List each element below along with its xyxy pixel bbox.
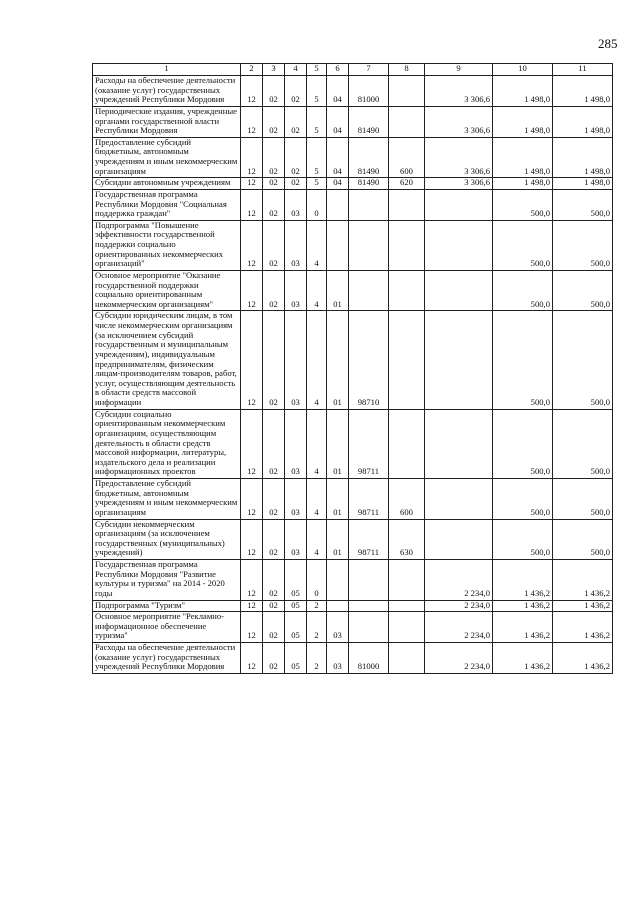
row-name: Субсидии автономным учреждениям — [93, 178, 241, 190]
cell-c11: 1 436,2 — [553, 643, 613, 674]
cell-c3: 02 — [263, 600, 285, 612]
cell-c2: 12 — [241, 137, 263, 178]
cell-c3: 02 — [263, 178, 285, 190]
cell-c8 — [389, 409, 425, 478]
cell-c7: 81490 — [349, 178, 389, 190]
cell-c5: 4 — [307, 479, 327, 520]
cell-c10: 1 498,0 — [493, 76, 553, 107]
cell-c2: 12 — [241, 600, 263, 612]
cell-c10: 1 436,2 — [493, 560, 553, 601]
cell-c11: 1 436,2 — [553, 612, 613, 643]
cell-c8: 630 — [389, 519, 425, 560]
cell-c7: 81490 — [349, 106, 389, 137]
cell-c8 — [389, 560, 425, 601]
table-row — [93, 106, 613, 137]
column-header: 8 — [389, 64, 425, 76]
cell-c11: 500,0 — [553, 270, 613, 311]
cell-c5: 5 — [307, 137, 327, 178]
cell-c4: 03 — [285, 311, 307, 409]
row-name: Расходы на обеспечение деятельности (оказание услуг) государственных учреждений Республики Мордовия — [93, 76, 241, 107]
cell-c10: 1 436,2 — [493, 600, 553, 612]
cell-c2: 12 — [241, 106, 263, 137]
cell-c6: 03 — [327, 612, 349, 643]
cell-c3: 02 — [263, 479, 285, 520]
cell-c4: 03 — [285, 270, 307, 311]
cell-c9 — [425, 409, 493, 478]
cell-c10: 1 436,2 — [493, 643, 553, 674]
row-name: Предоставление субсидий бюджетным, автономным учреждениям и иным некоммерческим организациям — [93, 137, 241, 178]
row-name: Субсидии некоммерческим организациям (за исключением государственных (муниципальных) учреждений) — [93, 519, 241, 560]
cell-c10: 500,0 — [493, 519, 553, 560]
cell-c9: 3 306,6 — [425, 178, 493, 190]
column-header: 7 — [349, 64, 389, 76]
row-name: Расходы на обеспечение деятельности (оказание услуг) государственных учреждений Республики Мордовия — [93, 643, 241, 674]
cell-c2: 12 — [241, 178, 263, 190]
column-header: 9 — [425, 64, 493, 76]
cell-c4: 03 — [285, 189, 307, 220]
table-row — [93, 519, 613, 560]
cell-c6: 04 — [327, 178, 349, 190]
row-name: Периодические издания, учрежденные органами государственной власти Республики Мордовия — [93, 106, 241, 137]
cell-c7 — [349, 189, 389, 220]
cell-c4: 03 — [285, 409, 307, 478]
cell-c3: 02 — [263, 106, 285, 137]
cell-c3: 02 — [263, 643, 285, 674]
cell-c2: 12 — [241, 409, 263, 478]
cell-c8 — [389, 106, 425, 137]
table-header-row — [93, 64, 613, 76]
cell-c4: 05 — [285, 560, 307, 601]
cell-c10: 500,0 — [493, 270, 553, 311]
cell-c9: 2 234,0 — [425, 612, 493, 643]
table-row — [93, 612, 613, 643]
cell-c7: 81000 — [349, 76, 389, 107]
cell-c10: 1 498,0 — [493, 178, 553, 190]
cell-c4: 03 — [285, 220, 307, 270]
cell-c9 — [425, 519, 493, 560]
cell-c6: 01 — [327, 409, 349, 478]
table-row — [93, 479, 613, 520]
cell-c6 — [327, 600, 349, 612]
cell-c5: 2 — [307, 600, 327, 612]
cell-c11: 1 498,0 — [553, 106, 613, 137]
cell-c11: 500,0 — [553, 479, 613, 520]
cell-c11: 1 436,2 — [553, 560, 613, 601]
cell-c3: 02 — [263, 612, 285, 643]
row-name: Основное мероприятие "Рекламно-информационное обеспечение туризма" — [93, 612, 241, 643]
cell-c6: 04 — [327, 106, 349, 137]
cell-c10: 500,0 — [493, 409, 553, 478]
cell-c4: 02 — [285, 137, 307, 178]
row-name: Подпрограмма "Повышение эффективности государственной поддержки социально ориентированных некоммерческих организаций" — [93, 220, 241, 270]
table-row — [93, 270, 613, 311]
cell-c4: 02 — [285, 178, 307, 190]
cell-c11: 1 498,0 — [553, 178, 613, 190]
cell-c5: 4 — [307, 270, 327, 311]
cell-c6 — [327, 189, 349, 220]
cell-c6: 04 — [327, 76, 349, 107]
cell-c11: 500,0 — [553, 409, 613, 478]
cell-c7: 81490 — [349, 137, 389, 178]
row-name: Государственная программа Республики Мордовия "Социальная поддержка граждан" — [93, 189, 241, 220]
cell-c8: 600 — [389, 479, 425, 520]
cell-c9 — [425, 189, 493, 220]
cell-c7: 98711 — [349, 409, 389, 478]
cell-c11: 1 436,2 — [553, 600, 613, 612]
page-number: 285 — [598, 36, 618, 51]
cell-c6 — [327, 220, 349, 270]
cell-c8: 620 — [389, 178, 425, 190]
column-header: 11 — [553, 64, 613, 76]
cell-c9 — [425, 311, 493, 409]
column-header: 1 — [93, 64, 241, 76]
cell-c9: 3 306,6 — [425, 106, 493, 137]
table-row — [93, 643, 613, 674]
cell-c4: 05 — [285, 643, 307, 674]
cell-c7: 98711 — [349, 519, 389, 560]
cell-c4: 02 — [285, 106, 307, 137]
cell-c10: 1 498,0 — [493, 106, 553, 137]
cell-c3: 02 — [263, 220, 285, 270]
cell-c2: 12 — [241, 311, 263, 409]
cell-c5: 4 — [307, 519, 327, 560]
cell-c5: 2 — [307, 612, 327, 643]
cell-c6: 04 — [327, 137, 349, 178]
row-name: Субсидии юридическим лицам, в том числе некоммерческим организациям (за исключением субсидий государственным и муниципальным учреждениям), индивидуальным предпринимателям, физическим лицам-производителям товаров, работ, услуг, осуществляющим деятельность в области средств массовой информации — [93, 311, 241, 409]
cell-c8 — [389, 612, 425, 643]
cell-c10: 500,0 — [493, 311, 553, 409]
cell-c3: 02 — [263, 76, 285, 107]
cell-c6 — [327, 560, 349, 601]
cell-c2: 12 — [241, 612, 263, 643]
cell-c3: 02 — [263, 560, 285, 601]
cell-c11: 500,0 — [553, 519, 613, 560]
cell-c5: 0 — [307, 560, 327, 601]
cell-c7 — [349, 220, 389, 270]
cell-c3: 02 — [263, 189, 285, 220]
row-name: Субсидии социально ориентированным некоммерческим организациям, осуществляющим деятельность в области средств массовой информации, литературы, издательского дела и реализации информационных проектов — [93, 409, 241, 478]
cell-c3: 02 — [263, 519, 285, 560]
cell-c9: 2 234,0 — [425, 600, 493, 612]
cell-c9 — [425, 270, 493, 311]
cell-c10: 500,0 — [493, 220, 553, 270]
cell-c7: 98711 — [349, 479, 389, 520]
column-header: 10 — [493, 64, 553, 76]
cell-c5: 4 — [307, 220, 327, 270]
cell-c7: 81000 — [349, 643, 389, 674]
cell-c8: 600 — [389, 137, 425, 178]
cell-c10: 500,0 — [493, 479, 553, 520]
cell-c8 — [389, 189, 425, 220]
cell-c11: 1 498,0 — [553, 76, 613, 107]
cell-c4: 05 — [285, 600, 307, 612]
cell-c7 — [349, 612, 389, 643]
budget-table — [92, 63, 613, 674]
cell-c6: 01 — [327, 270, 349, 311]
cell-c5: 4 — [307, 409, 327, 478]
cell-c9 — [425, 220, 493, 270]
cell-c7 — [349, 600, 389, 612]
cell-c6: 01 — [327, 311, 349, 409]
table-row — [93, 189, 613, 220]
cell-c2: 12 — [241, 519, 263, 560]
row-name: Предоставление субсидий бюджетным, автономным учреждениям и иным некоммерческим организациям — [93, 479, 241, 520]
cell-c9 — [425, 479, 493, 520]
cell-c5: 0 — [307, 189, 327, 220]
cell-c2: 12 — [241, 479, 263, 520]
cell-c9: 2 234,0 — [425, 560, 493, 601]
table-row — [93, 560, 613, 601]
cell-c8 — [389, 270, 425, 311]
cell-c5: 4 — [307, 311, 327, 409]
cell-c3: 02 — [263, 311, 285, 409]
cell-c10: 1 436,2 — [493, 612, 553, 643]
cell-c8 — [389, 220, 425, 270]
cell-c2: 12 — [241, 220, 263, 270]
row-name: Государственная программа Республики Мордовия "Развитие культуры и туризма" на 2014 - 2020 годы — [93, 560, 241, 601]
cell-c7 — [349, 560, 389, 601]
cell-c8 — [389, 600, 425, 612]
cell-c11: 500,0 — [553, 311, 613, 409]
cell-c9: 2 234,0 — [425, 643, 493, 674]
cell-c5: 2 — [307, 643, 327, 674]
cell-c9: 3 306,6 — [425, 137, 493, 178]
cell-c4: 03 — [285, 479, 307, 520]
cell-c4: 02 — [285, 76, 307, 107]
cell-c2: 12 — [241, 560, 263, 601]
table-row — [93, 178, 613, 190]
row-name: Подпрограмма "Туризм" — [93, 600, 241, 612]
cell-c8 — [389, 311, 425, 409]
cell-c6: 01 — [327, 519, 349, 560]
cell-c6: 03 — [327, 643, 349, 674]
column-header: 4 — [285, 64, 307, 76]
cell-c8 — [389, 76, 425, 107]
cell-c9: 3 306,6 — [425, 76, 493, 107]
table-row — [93, 220, 613, 270]
cell-c2: 12 — [241, 189, 263, 220]
cell-c2: 12 — [241, 76, 263, 107]
cell-c4: 05 — [285, 612, 307, 643]
cell-c3: 02 — [263, 409, 285, 478]
cell-c3: 02 — [263, 270, 285, 311]
row-name: Основное мероприятие "Оказание государственной поддержки социально ориентированным некоммерческим организациям" — [93, 270, 241, 311]
cell-c6: 01 — [327, 479, 349, 520]
column-header: 2 — [241, 64, 263, 76]
cell-c8 — [389, 643, 425, 674]
cell-c11: 500,0 — [553, 189, 613, 220]
column-header: 6 — [327, 64, 349, 76]
cell-c7: 98710 — [349, 311, 389, 409]
cell-c4: 03 — [285, 519, 307, 560]
table-row — [93, 600, 613, 612]
cell-c2: 12 — [241, 270, 263, 311]
cell-c5: 5 — [307, 178, 327, 190]
table-row — [93, 409, 613, 478]
cell-c10: 500,0 — [493, 189, 553, 220]
cell-c10: 1 498,0 — [493, 137, 553, 178]
cell-c7 — [349, 270, 389, 311]
table-row — [93, 76, 613, 107]
table-row — [93, 137, 613, 178]
cell-c2: 12 — [241, 643, 263, 674]
table-row — [93, 311, 613, 409]
cell-c5: 5 — [307, 76, 327, 107]
cell-c5: 5 — [307, 106, 327, 137]
column-header: 3 — [263, 64, 285, 76]
cell-c11: 1 498,0 — [553, 137, 613, 178]
cell-c11: 500,0 — [553, 220, 613, 270]
column-header: 5 — [307, 64, 327, 76]
cell-c3: 02 — [263, 137, 285, 178]
